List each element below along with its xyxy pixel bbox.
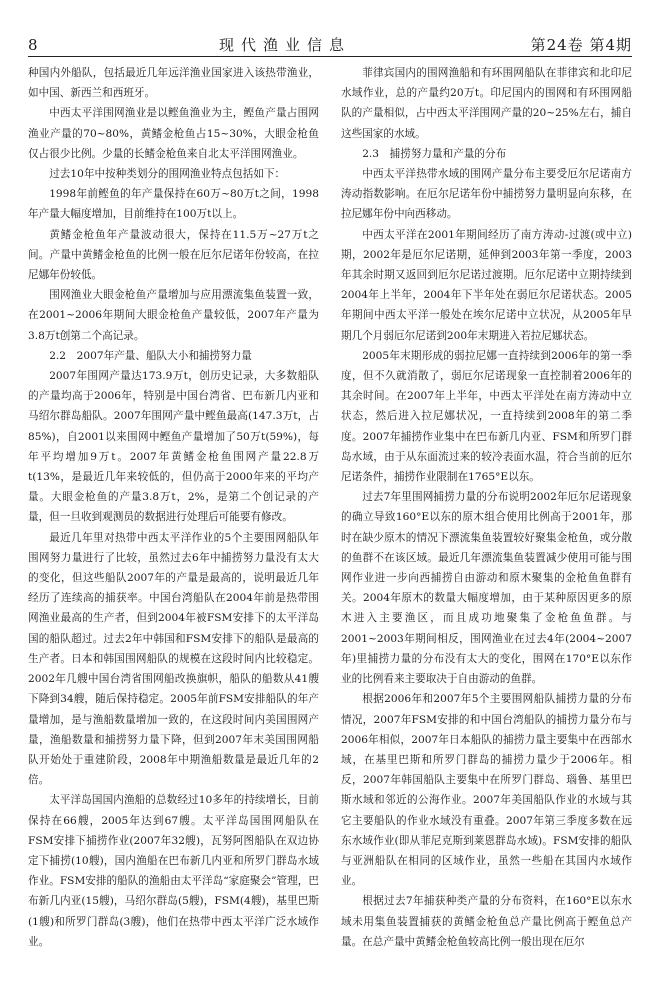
body-paragraph: 太平洋岛国国内渔船的总数经过10多年的持续增长，目前保持在66艘，2005年达到67艘。太平洋岛国围网船队在FSM安排下捕捞作业(2007年32艘)，瓦努阿图船队在双边协定下捕捞(10艘)，国内渔船在巴布新几内亚和所罗门群岛水域作业。FSM安排的船队的渔船由太平洋岛“家庭聚会”管理，巴布新几内亚(15艘)，马绍尔群岛(5艘)，FSM(4艘)，基里巴斯(1艘)和所罗门群岛(3艘)，他们在热带中西太平洋广泛水域作业。: [28, 794, 319, 948]
body-paragraph: 根据过去7年捕获种类产量的分布资料，在160°E以东水域未用集鱼装置捕获的黄鳍金枪鱼总产量比例高于鲣鱼总产量。在总产量中黄鳍金枪鱼较高比例一般出现在厄尔: [341, 895, 632, 948]
page-number: 8: [28, 36, 38, 54]
right-text-column: [341, 63, 632, 988]
body-paragraph: 菲律宾国内的围网渔船和有环围网船队在菲律宾和北印尼水域作业，总的产量约20万t。印尼国内的围网和有环围网船队的产量相似，占中西太平洋围网产量的20~25%左右，捕自这些国家的水域。: [341, 67, 632, 140]
body-paragraph: 2005年末期形成的弱拉尼娜一直持续到2006年的第一季度，但不久就消散了，弱厄尔尼诺现象一直控制着2006年的其余时间。在2007年上半年，中西太平洋处在南方涛动中立状态，然后进入拉尼娜状况，一直持续到2008年的第二季度。2007年捕捞作业集中在巴布新几内亚、FSM和所罗门群岛水域，由于从东面流过来的较冷表面水温，符合当前的厄尔尼诺条件，捕捞作业限制在1765°E以东。: [341, 349, 632, 484]
body-paragraph: 围网渔业大眼金枪鱼产量增加与应用漂流集鱼装置一致，在2001~2006年期间大眼金枪鱼产量较低，2007年产量为3.8万t创第二个高记录。: [28, 289, 319, 342]
section-heading: 2.3 捕捞努力量和产量的分布: [362, 147, 507, 160]
body-paragraph: 过去7年里围网捕捞力量的分布说明2002年厄尔尼诺现象的确立导致160°E以东的原木组合使用比例高于2001年，那时在缺少原木的情况下漂流集鱼装置较好聚集金枪鱼，或分散的鱼群不在该区域。最近几年漂流集鱼装置减少使用可能与围网作业进一步向西捕捞自由游动和原木聚集的金枪鱼鱼群有关。2004年原木的数量大幅度增加，由于某种原因更多的原木进入主要渔区，而且成功地聚集了金枪鱼鱼群。与2001~2003年期间相反，围网渔业在过去4年(2004~2007年)里捕捞力量的分布没有太大的变化，围网在170°E以东作业的比例看来主要取决于自由游动的鱼群。: [341, 491, 632, 686]
page-header: [28, 34, 632, 57]
section-heading: 2.2 2007年产量、船队大小和捕捞努力量: [49, 349, 252, 362]
body-paragraph: 中西太平洋在2001年期间经历了南方涛动-过渡(或中立)期，2002年是厄尔尼诺期，延伸到2003年第一季度，2003年其余时期又返回到厄尔尼诺过渡期。厄尔尼诺中立期持续到2004年上半年，2004年下半年处在弱厄尔尼诺状态。2005年期间中西太平洋一般处在埃尔尼诺中立状况，从2005年早期几个月弱厄尔尼诺到200年末期进入若拉尼娜状态。: [341, 228, 632, 342]
body-paragraph: 根据2006年和2007年5个主要围网船队捕捞力量的分布情况，2007年FSM安排的和中国台湾船队的捕捞力量分布与2006年相似，2007年日本船队的捕捞力量主要集中在西部水域，在基里巴斯和所罗门群岛的捕捞力量少于2006年。相反，2007年韩国船队主要集中在所罗门群岛、瑙鲁、基里巴斯水域和邻近的公海作业。2007年美国船队作业的水域与其它主要船队的作业水域没有重叠。2007年第三季度多数在远东水域作业(即从菲尼克斯到莱恩群岛水域)。FSM安排的船队与亚洲船队在相同的区域作业，虽然一些船在其国内水域作业。: [341, 693, 632, 888]
body-paragraph: 中西太平洋围网渔业是以鲣鱼渔业为主，鲣鱼产量占围网渔业产量的70~80%，黄鳍金枪鱼占15~30%，大眼金枪鱼仅占很少比例。少量的长鳍金枪鱼来自北太平洋围网渔业。: [28, 107, 319, 160]
journal-title: 现代渔业信息: [218, 36, 351, 54]
body-paragraph: 最近几年里对热带中西太平洋作业的5个主要围网船队年围网努力量进行了比较，虽然过去6年中捕捞努力量没有太大的变化，但这些船队2007年的产量是最高的，说明最近几年经历了连续高的捕获率。中国台湾船队在2004年前是热带围网渔业最高的生产者，但到2004年被FSM安排下的太平洋岛国的船队超过。过去2年中韩国和FSM安排下的船队是最高的生产者。日本和韩国围网船队的规模在这段时间内比较稳定。2002年几艘中国台湾省围网船改换旗帜，船队的船数从41艘下降到34艘，随后保持稳定。2005年前FSM安排船队的年产量增加，是与渔船数量增加一致的，在这段时间内美国围网产量，渔船数量和捕捞努力量下降，但到2007年末美国围网船队开始处于重建阶段，2008年中期渔船数量是最近几年的2倍。: [28, 531, 319, 787]
body-paragraph: 中西太平洋热带水域的围网产量分布主要受厄尔尼诺南方涛动指数影响。在厄尔尼诺年份中捕捞努力量明显向东移，在拉尼娜年份中向西移动。: [341, 168, 632, 221]
body-paragraph: 过去10年中按种类划分的围网渔业特点包括如下：: [49, 168, 286, 181]
body-paragraph: 2007年围网产量达173.9万t，创历史记录，大多数船队的产量均高于2006年，特别是中国台湾省、巴布新几内亚和马绍尔群岛船队。2007年围网产量中鲣鱼最高(147.3万t，占85%)，自2001以来围网中鲣鱼产量增加了50万t(59%)，每年平均增加9万t。2007年黄鳍金枪鱼围网产量22.8万t(13%，是最近几年来较低的，但仍高于2000年来的平均产量。大眼金枪鱼的产量3.8万t，2%，是第二个创记录的产量，但一旦收到观测员的数据进行处理后可能要有修改。: [28, 370, 319, 524]
issue-label: 第24卷 第4期: [530, 36, 632, 54]
body-paragraph: 黄鳍金枪鱼年产量波动很大，保持在11.5万~27万t之间。产量中黄鳍金枪鱼的比例一般在厄尔尼诺年份较高，在拉尼娜年份较低。: [28, 228, 319, 282]
left-text-column: [28, 63, 319, 988]
body-paragraph: 种国内外船队，包括最近几年远洋渔业国家进入该热带渔业，如中国、新西兰和西班牙。: [28, 67, 319, 100]
body-paragraph: 1998年前鲣鱼的年产量保持在60万~80万t之间，1998年产量大幅度增加，目前维持在100万t以上。: [28, 188, 319, 221]
